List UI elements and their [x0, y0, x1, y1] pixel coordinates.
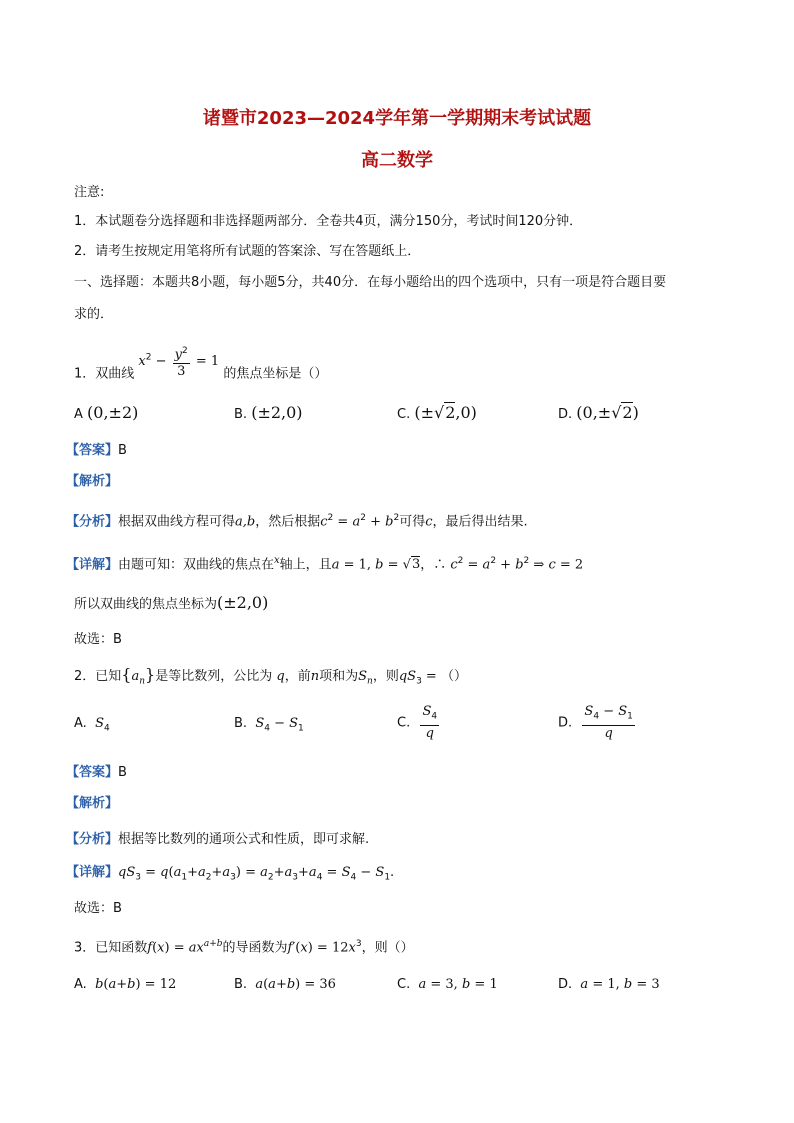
q2-option-b: B. $S_4 - S_1$ — [234, 716, 304, 734]
q3-option-b: B. a(a+b) = 36 — [234, 977, 336, 992]
q3-option-c: C. a = 3, b = 1 — [397, 977, 498, 992]
question-1 — [74, 346, 328, 394]
question-3: 3．已知函数$f(x) = ax^{a+b}$的导函数为$f'(x) = 12x^3$，则（） — [74, 939, 414, 956]
q1-option-b: B. (±2,0) — [234, 403, 303, 422]
q1-option-c: C. (±√2,0) — [397, 403, 477, 422]
q1-analysis-tag: 【解析】 — [66, 474, 119, 489]
q1-option-a: A (0,±2) — [74, 403, 139, 422]
q1-hyperbola-equation: $x^2$ − $\frac{y^2}{3}$ = 1 — [138, 354, 223, 369]
notes-item-2: 2．请考生按规定用笔将所有试题的答案涂、写在答题纸上． — [74, 244, 421, 259]
q2-option-c: C. $\frac{S_4}{q}$ — [397, 704, 438, 741]
q2-choose: 故选：B — [74, 901, 122, 916]
q1-option-d: D. (0,±√2) — [558, 403, 639, 422]
q2-option-d: D. $\frac{S_4 - S_1}{q}$ — [558, 704, 633, 741]
q2-option-a: A. $S_4$ — [74, 716, 110, 734]
q1-detail: 【详解】由题可知：双曲线的焦点在$^x$轴上，且a = 1, b = √3，∴ $c^2 = a^2 + b^2$ ⇒ c = 2 — [66, 555, 584, 573]
q1-choose: 故选：B — [74, 632, 122, 647]
q3-option-d: D. a = 1, b = 3 — [558, 977, 660, 992]
notes-heading: 注意: — [74, 185, 105, 200]
section-1-line-2: 求的． — [74, 307, 114, 322]
q3-option-a: A. b(a+b) = 12 — [74, 977, 177, 992]
q1-prefix: 1．双曲线 — [74, 366, 135, 382]
q1-suffix: 的焦点坐标是（） — [223, 366, 328, 382]
notes-item-1: 1．本试题卷分选择题和非选择题两部分．全卷共4页，满分150分，考试时间120分钟． — [74, 214, 583, 229]
document-subtitle: 高二数学 — [361, 150, 433, 171]
q1-answer: 【答案】B — [66, 443, 127, 458]
q1-conclusion: 所以双曲线的焦点坐标为(±2,0) — [74, 593, 269, 612]
question-2: 2．已知$\{a_n\}$是等比数列，公比为 q，前n项和为$S_n$，则$qS_3$ = （） — [74, 665, 467, 687]
q2-detail: 【详解】$qS_3 = q(a_1+a_2+a_3) = a_2+a_3+a_4 = S_4 - S_1$. — [66, 865, 395, 883]
q2-analysis-tag: 【解析】 — [66, 796, 119, 811]
q1-fenxi: 【分析】根据双曲线方程可得a,b，然后根据$c^2 = a^2 + b^2$可得c，最后得出结果. — [66, 513, 528, 530]
section-1-line-1: 一、选择题：本题共8小题，每小题5分，共40分．在每小题给出的四个选项中，只有一项是符合题目要 — [74, 275, 667, 290]
q2-fenxi: 【分析】根据等比数列的通项公式和性质，即可求解. — [66, 832, 370, 847]
q2-answer: 【答案】B — [66, 765, 127, 780]
document-title: 诸暨市2023—2024学年第一学期期末考试试题 — [202, 108, 592, 129]
